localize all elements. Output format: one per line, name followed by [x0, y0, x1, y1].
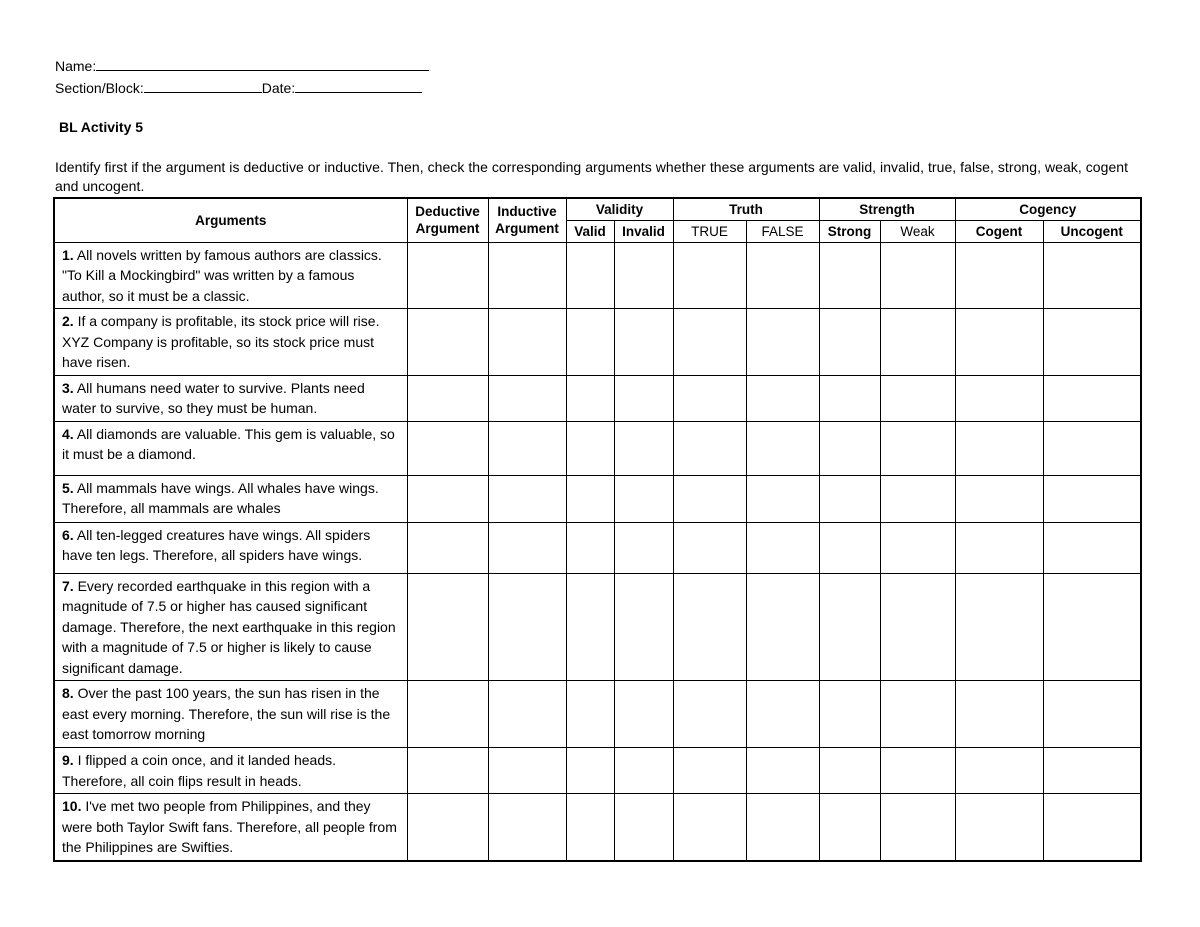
check-cell-inductive[interactable]	[488, 475, 566, 522]
check-cell-cogent[interactable]	[955, 794, 1043, 861]
argument-text: I've met two people from Philippines, and they were both Taylor Swift fans. Therefore, all people from the Philippines are Swifties.	[62, 798, 397, 855]
header-cogency: Cogency	[955, 198, 1141, 220]
section-date-line	[55, 79, 422, 97]
check-cell-cogent[interactable]	[955, 309, 1043, 376]
header-cogent: Cogent	[955, 220, 1043, 242]
argument-cell	[54, 681, 407, 748]
check-cell-cogent[interactable]	[955, 748, 1043, 794]
check-cell-strong[interactable]	[819, 309, 880, 376]
check-cell-invalid[interactable]	[614, 794, 673, 861]
check-cell-cogent[interactable]	[955, 573, 1043, 681]
check-cell-weak[interactable]	[880, 421, 955, 475]
check-cell-deductive[interactable]	[407, 748, 488, 794]
check-cell-false[interactable]	[746, 681, 819, 748]
header-false: FALSE	[746, 220, 819, 242]
check-cell-inductive[interactable]	[488, 375, 566, 421]
check-cell-invalid[interactable]	[614, 522, 673, 573]
table-row	[54, 522, 1141, 573]
argument-number: 6.	[62, 526, 74, 543]
check-cell-uncogent[interactable]	[1043, 522, 1141, 573]
header-deductive: Deductive Argument	[407, 198, 488, 242]
check-cell-true[interactable]	[673, 242, 746, 309]
check-cell-strong[interactable]	[819, 242, 880, 309]
check-cell-false[interactable]	[746, 242, 819, 309]
check-cell-invalid[interactable]	[614, 573, 673, 681]
table-row	[54, 421, 1141, 475]
check-cell-valid[interactable]	[566, 573, 614, 681]
check-cell-inductive[interactable]	[488, 421, 566, 475]
check-cell-valid[interactable]	[566, 375, 614, 421]
argument-number: 5.	[62, 479, 74, 496]
table-row	[54, 475, 1141, 522]
argument-text: If a company is profitable, its stock price will rise. XYZ Company is profitable, so its stock price must have risen.	[62, 313, 380, 370]
check-cell-cogent[interactable]	[955, 242, 1043, 309]
check-cell-weak[interactable]	[880, 242, 955, 309]
check-cell-strong[interactable]	[819, 421, 880, 475]
check-cell-false[interactable]	[746, 522, 819, 573]
header-validity: Validity	[566, 198, 673, 220]
check-cell-deductive[interactable]	[407, 309, 488, 376]
check-cell-true[interactable]	[673, 375, 746, 421]
check-cell-true[interactable]	[673, 573, 746, 681]
argument-number: 1.	[62, 246, 74, 263]
table-row	[54, 309, 1141, 376]
header-invalid: Invalid	[614, 220, 673, 242]
check-cell-false[interactable]	[746, 794, 819, 861]
check-cell-valid[interactable]	[566, 309, 614, 376]
check-cell-cogent[interactable]	[955, 475, 1043, 522]
check-cell-true[interactable]	[673, 748, 746, 794]
date-field[interactable]	[295, 79, 422, 93]
argument-number: 4.	[62, 425, 74, 442]
argument-text: Every recorded earthquake in this region with a magnitude of 7.5 or higher has caused significant damage. Therefore, the next earthquake in this region with a magnitude of 7.5 or higher is likely to cause significant damage.	[62, 577, 396, 676]
check-cell-strong[interactable]	[819, 375, 880, 421]
argument-text: All ten-legged creatures have wings. All spiders have ten legs. Therefore, all spiders have wings.	[62, 526, 371, 563]
check-cell-false[interactable]	[746, 375, 819, 421]
check-cell-cogent[interactable]	[955, 375, 1043, 421]
check-cell-deductive[interactable]	[407, 681, 488, 748]
check-cell-cogent[interactable]	[955, 522, 1043, 573]
check-cell-invalid[interactable]	[614, 421, 673, 475]
argument-cell	[54, 475, 407, 522]
argument-cell	[54, 375, 407, 421]
check-cell-uncogent[interactable]	[1043, 421, 1141, 475]
check-cell-deductive[interactable]	[407, 242, 488, 309]
check-cell-strong[interactable]	[819, 573, 880, 681]
check-cell-false[interactable]	[746, 309, 819, 376]
check-cell-uncogent[interactable]	[1043, 375, 1141, 421]
check-cell-uncogent[interactable]	[1043, 748, 1141, 794]
argument-cell	[54, 573, 407, 681]
check-cell-true[interactable]	[673, 309, 746, 376]
check-cell-cogent[interactable]	[955, 681, 1043, 748]
check-cell-valid[interactable]	[566, 522, 614, 573]
check-cell-weak[interactable]	[880, 794, 955, 861]
table-row	[54, 573, 1141, 681]
check-cell-invalid[interactable]	[614, 681, 673, 748]
header-strength: Strength	[819, 198, 955, 220]
check-cell-inductive[interactable]	[488, 794, 566, 861]
argument-text: Over the past 100 years, the sun has risen in the east every morning. Therefore, the sun will rise is the east tomorrow morning	[62, 685, 391, 742]
check-cell-invalid[interactable]	[614, 748, 673, 794]
check-cell-false[interactable]	[746, 421, 819, 475]
name-line	[55, 57, 429, 75]
check-cell-inductive[interactable]	[488, 522, 566, 573]
check-cell-weak[interactable]	[880, 475, 955, 522]
check-cell-uncogent[interactable]	[1043, 681, 1141, 748]
check-cell-valid[interactable]	[566, 681, 614, 748]
check-cell-strong[interactable]	[819, 522, 880, 573]
argument-cell	[54, 421, 407, 475]
argument-text: I flipped a coin once, and it landed heads. Therefore, all coin flips result in heads.	[62, 752, 336, 789]
table-row	[54, 748, 1141, 794]
check-cell-valid[interactable]	[566, 242, 614, 309]
argument-text: All novels written by famous authors are classics. "To Kill a Mockingbird" was written by a famous author, so it must be a classic.	[62, 246, 382, 304]
argument-text: All diamonds are valuable. This gem is valuable, so it must be a diamond.	[62, 425, 395, 462]
argument-text: All mammals have wings. All whales have wings. Therefore, all mammals are whales	[62, 479, 379, 516]
argument-text: All humans need water to survive. Plants need water to survive, so they must be human.	[62, 379, 365, 416]
table-row	[54, 794, 1141, 861]
check-cell-weak[interactable]	[880, 375, 955, 421]
table-row	[54, 242, 1141, 309]
check-cell-weak[interactable]	[880, 309, 955, 376]
check-cell-true[interactable]	[673, 681, 746, 748]
check-cell-weak[interactable]	[880, 748, 955, 794]
argument-cell	[54, 309, 407, 376]
section-field[interactable]	[144, 79, 262, 93]
check-cell-true[interactable]	[673, 522, 746, 573]
header-true: TRUE	[673, 220, 746, 242]
check-cell-invalid[interactable]	[614, 242, 673, 309]
check-cell-valid[interactable]	[566, 421, 614, 475]
check-cell-uncogent[interactable]	[1043, 475, 1141, 522]
argument-rows	[54, 242, 1141, 861]
check-cell-deductive[interactable]	[407, 375, 488, 421]
check-cell-uncogent[interactable]	[1043, 309, 1141, 376]
check-cell-valid[interactable]	[566, 475, 614, 522]
check-cell-invalid[interactable]	[614, 475, 673, 522]
check-cell-inductive[interactable]	[488, 681, 566, 748]
header-valid: Valid	[566, 220, 614, 242]
check-cell-weak[interactable]	[880, 522, 955, 573]
check-cell-weak[interactable]	[880, 573, 955, 681]
check-cell-true[interactable]	[673, 475, 746, 522]
check-cell-false[interactable]	[746, 475, 819, 522]
check-cell-inductive[interactable]	[488, 748, 566, 794]
argument-number: 9.	[62, 752, 74, 768]
check-cell-strong[interactable]	[819, 475, 880, 522]
activity-title: BL Activity 5	[59, 119, 144, 135]
check-cell-invalid[interactable]	[614, 309, 673, 376]
name-field[interactable]	[96, 57, 429, 71]
section-label: Section/Block:	[55, 80, 144, 96]
table-row	[54, 375, 1141, 421]
check-cell-deductive[interactable]	[407, 421, 488, 475]
argument-cell	[54, 748, 407, 794]
check-cell-valid[interactable]	[566, 748, 614, 794]
check-cell-uncogent[interactable]	[1043, 794, 1141, 861]
header-uncogent: Uncogent	[1043, 220, 1141, 242]
argument-cell	[54, 242, 407, 309]
argument-number: 3.	[62, 379, 74, 396]
argument-number: 10.	[62, 798, 82, 814]
check-cell-inductive[interactable]	[488, 242, 566, 309]
check-cell-deductive[interactable]	[407, 794, 488, 861]
check-cell-false[interactable]	[746, 748, 819, 794]
instructions: Identify first if the argument is deductive or inductive. Then, check the corresponding arguments whether these arguments are valid, invalid, true, false, strong, weak, cogent and uncogent.	[55, 159, 1129, 194]
check-cell-uncogent[interactable]	[1043, 573, 1141, 681]
check-cell-invalid[interactable]	[614, 375, 673, 421]
check-cell-deductive[interactable]	[407, 522, 488, 573]
check-cell-false[interactable]	[746, 573, 819, 681]
date-label: Date:	[261, 80, 296, 96]
check-cell-strong[interactable]	[819, 748, 880, 794]
header-inductive: Inductive Argument	[488, 198, 566, 242]
check-cell-valid[interactable]	[566, 794, 614, 861]
check-cell-uncogent[interactable]	[1043, 242, 1141, 309]
check-cell-true[interactable]	[673, 794, 746, 861]
check-cell-deductive[interactable]	[407, 475, 488, 522]
argument-number: 8.	[62, 685, 74, 701]
check-cell-true[interactable]	[673, 421, 746, 475]
check-cell-inductive[interactable]	[488, 573, 566, 681]
header-strong: Strong	[819, 220, 880, 242]
check-cell-strong[interactable]	[819, 681, 880, 748]
check-cell-inductive[interactable]	[488, 309, 566, 376]
header-arguments: Arguments	[54, 198, 407, 242]
argument-number: 7.	[62, 577, 74, 594]
check-cell-strong[interactable]	[819, 794, 880, 861]
check-cell-cogent[interactable]	[955, 421, 1043, 475]
argument-cell	[54, 522, 407, 573]
argument-cell	[54, 794, 407, 861]
check-cell-deductive[interactable]	[407, 573, 488, 681]
argument-number: 2.	[62, 313, 74, 329]
arguments-table	[53, 197, 1142, 862]
table-row	[54, 681, 1141, 748]
check-cell-weak[interactable]	[880, 681, 955, 748]
name-label: Name:	[55, 58, 97, 74]
header-weak: Weak	[880, 220, 955, 242]
header-truth: Truth	[673, 198, 819, 220]
